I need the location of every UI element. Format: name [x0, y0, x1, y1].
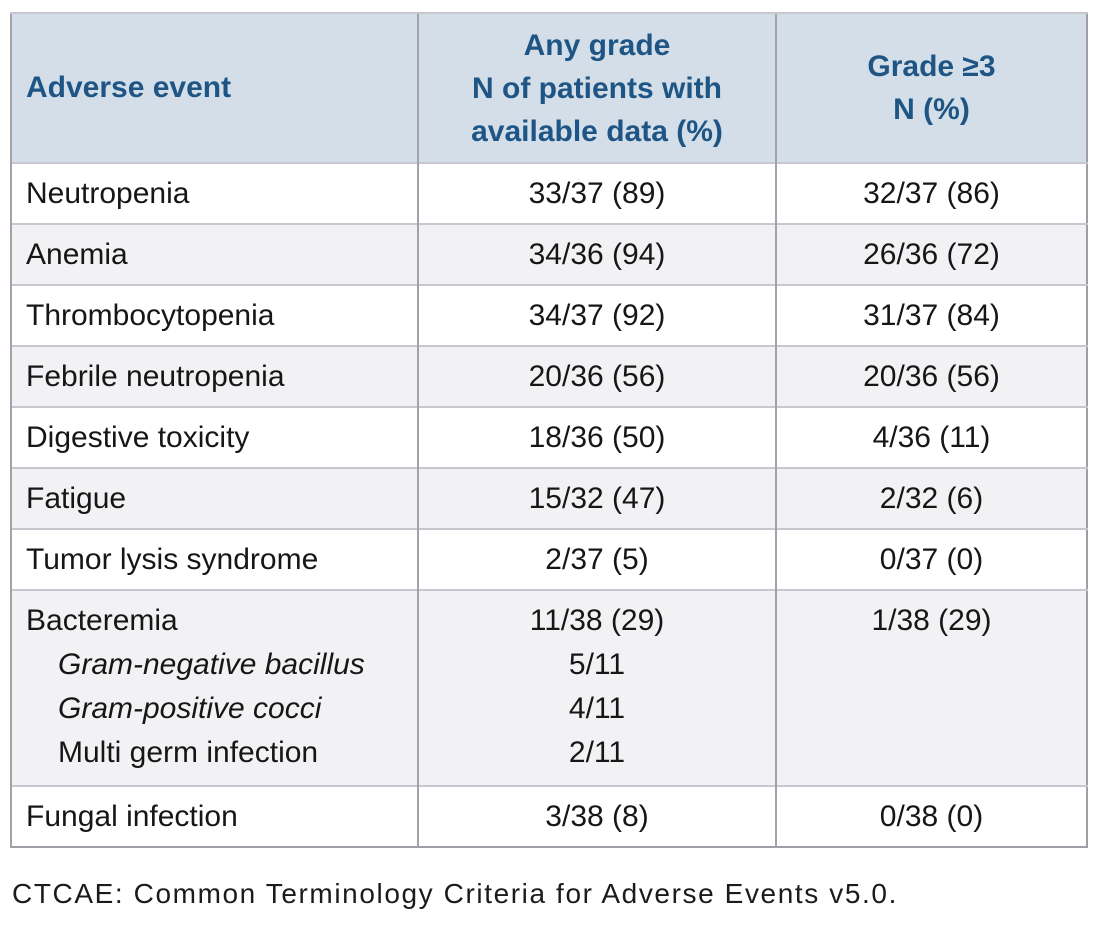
- event-cell: Digestive toxicity: [11, 407, 418, 468]
- event-sub-label: Multi germ infection: [58, 736, 319, 769]
- header-adverse-event: Adverse event: [11, 13, 418, 163]
- event-cell: Fungal infection: [11, 786, 418, 847]
- adverse-events-table: [10, 12, 1088, 848]
- event-sub-label: Gram-negative bacillus: [58, 648, 365, 681]
- table-row-bacteremia: [11, 590, 1087, 786]
- any-grade-cell: 2/37 (5): [418, 529, 776, 590]
- any-grade-cell: [418, 590, 776, 786]
- event-sub-label: Gram-positive cocci: [58, 692, 322, 725]
- header-grade3-line2: N (%): [893, 93, 970, 126]
- table-row-thrombocytopenia: [11, 285, 1087, 346]
- grade3-cell: 0/37 (0): [776, 529, 1087, 590]
- table-header-row: [11, 13, 1087, 163]
- event-cell: Neutropenia: [11, 163, 418, 224]
- table-row-digestive-toxicity: [11, 407, 1087, 468]
- event-cell: [11, 590, 418, 786]
- table-row-fatigue: [11, 468, 1087, 529]
- table-row-febrile-neutropenia: [11, 346, 1087, 407]
- any-grade-sub-value: 2/11: [568, 736, 626, 769]
- grade3-cell: [776, 590, 1087, 786]
- header-any-grade-line2: N of patients with: [472, 71, 722, 105]
- any-grade-cell: 34/37 (92): [418, 285, 776, 346]
- table-row-fungal-infection: [11, 786, 1087, 847]
- any-grade-sub-value: 5/11: [568, 648, 626, 681]
- grade3-cell: 0/38 (0): [776, 786, 1087, 847]
- event-cell: Anemia: [11, 224, 418, 285]
- header-grade3: [776, 13, 1087, 163]
- any-grade-cell: 20/36 (56): [418, 346, 776, 407]
- any-grade-cell: 33/37 (89): [418, 163, 776, 224]
- grade3-cell: 32/37 (86): [776, 163, 1087, 224]
- any-grade-cell: 18/36 (50): [418, 407, 776, 468]
- header-any-grade: [418, 13, 776, 163]
- table-footnote: CTCAE: Common Terminology Criteria for Adverse Events v5.0.: [12, 878, 898, 909]
- header-any-grade-line3: available data (%): [471, 114, 723, 148]
- any-grade-value: 11/38 (29): [529, 604, 665, 637]
- event-cell: Fatigue: [11, 468, 418, 529]
- table-row-neutropenia: [11, 163, 1087, 224]
- grade3-cell: 2/32 (6): [776, 468, 1087, 529]
- event-cell: Thrombocytopenia: [11, 285, 418, 346]
- grade3-cell: 20/36 (56): [776, 346, 1087, 407]
- any-grade-cell: 34/36 (94): [418, 224, 776, 285]
- grade3-cell: 31/37 (84): [776, 285, 1087, 346]
- event-cell: Febrile neutropenia: [11, 346, 418, 407]
- table-row-anemia: [11, 224, 1087, 285]
- grade3-cell: 26/36 (72): [776, 224, 1087, 285]
- any-grade-cell: 3/38 (8): [418, 786, 776, 847]
- any-grade-cell: 15/32 (47): [418, 468, 776, 529]
- event-cell: Tumor lysis syndrome: [11, 529, 418, 590]
- event-label: Bacteremia: [26, 604, 178, 637]
- grade3-value: 1/38 (29): [871, 604, 992, 637]
- any-grade-sub-value: 4/11: [568, 692, 626, 725]
- header-any-grade-line1: Any grade: [523, 28, 671, 62]
- grade3-cell: 4/36 (11): [776, 407, 1087, 468]
- table-row-tumor-lysis-syndrome: [11, 529, 1087, 590]
- header-grade3-line1: Grade ≥3: [867, 50, 996, 83]
